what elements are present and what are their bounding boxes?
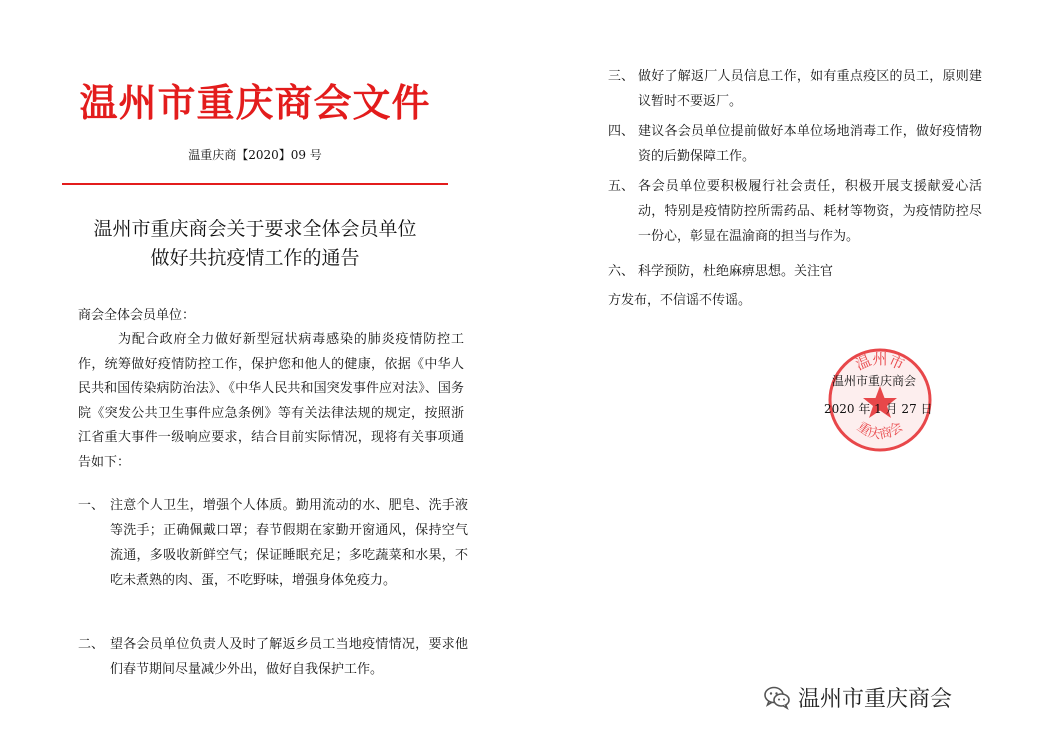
- list-item-text: 科学预防，杜绝麻痹思想。关注官: [638, 264, 834, 279]
- document-number: 温重庆商【2020】09 号: [188, 148, 322, 162]
- list-item-text: 做好了解返厂人员信息工作，如有重点疫区的员工，原则建议暂时不要返厂。: [638, 69, 982, 109]
- list-item-number: 五、: [608, 179, 635, 194]
- wechat-icon: [762, 682, 792, 712]
- list-item-text: 注意个人卫生，增强个人体质。勤用流动的水、肥皂、洗手液等洗手；正确佩戴口罩；春节假期在家勤开窗通风，保持空气流通，多吸收新鲜空气；保证睡眠充足；多吃蔬菜和水果，不吃未煮熟的肉、蛋，不吃野味，增强身体免疫力。: [110, 498, 468, 588]
- list-item-number: 一、: [78, 498, 105, 513]
- list-item-number: 六、: [608, 264, 635, 279]
- salutation: 商会全体会员单位：: [78, 308, 196, 323]
- notice-title-line-1: 温州市重庆商会关于要求全体会员单位: [93, 218, 417, 240]
- signature-org: 温州市重庆商会: [832, 374, 917, 388]
- list-item-number: 四、: [608, 124, 635, 139]
- list-item-text: 各会员单位要积极履行社会责任，积极开展支援献爱心活动，特别是疫情防控所需药品、耗材等物资，为疫情防控尽一份心，彰显在温渝商的担当与作为。: [638, 179, 982, 244]
- list-item-text: 望各会员单位负责人及时了解返乡员工当地疫情情况，要求他们春节期间尽量减少外出，做好自我保护工作。: [110, 637, 468, 677]
- document-header-title: 温州市重庆商会文件: [79, 81, 431, 125]
- seal-text-top: 温州市: [852, 350, 908, 374]
- notice-title: [60, 215, 450, 273]
- seal-text-bottom: 重庆商会: [854, 419, 906, 443]
- list-item-text-continued: 方发布，不信谣不传谣。: [608, 293, 752, 308]
- watermark-text: 温州市重庆商会: [798, 686, 953, 712]
- list-item-text: 建议各会员单位提前做好本单位场地消毒工作，做好疫情物资的后勤保障工作。: [638, 124, 982, 164]
- intro-paragraph: 为配合政府全力做好新型冠状病毒感染的肺炎疫情防控工作，统筹做好疫情防控工作，保护您和他人的健康，依据《中华人民共和国传染病防治法》、《中华人民共和国突发事件应对法》、国务院《突发公共卫生事件应急条例》等有关法律法规的规定，按照浙江省重大事件一级响应要求，结合目前实际情况，现将有关事项通告如下：: [78, 332, 464, 470]
- wechat-watermark: [762, 682, 952, 712]
- signature-date: 2020 年 1 月 27 日: [824, 402, 933, 416]
- header-divider: [62, 183, 448, 185]
- notice-title-line-2: 做好共抗疫情工作的通告: [150, 247, 360, 269]
- list-item-number: 三、: [608, 69, 635, 84]
- list-item-number: 二、: [78, 637, 105, 652]
